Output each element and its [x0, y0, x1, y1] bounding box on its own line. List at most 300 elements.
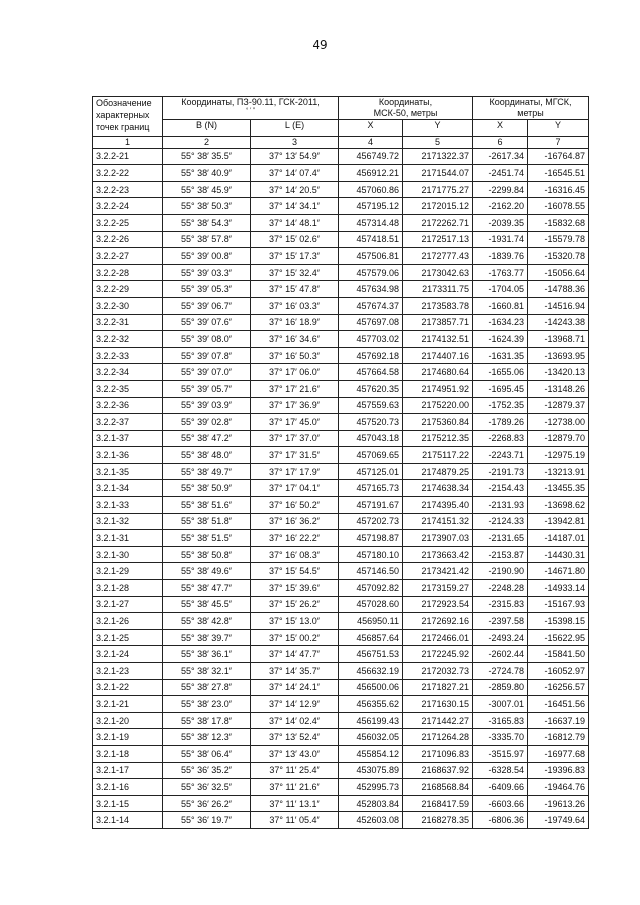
longitude-cell: 37° 15′ 00.2″ [251, 629, 339, 646]
mgsk-y-cell: -12975.19 [528, 447, 589, 464]
point-id-cell: 3.2.1-31 [93, 530, 163, 547]
longitude-cell: 37° 14′ 02.4″ [251, 712, 339, 729]
longitude-cell: 37° 14′ 07.4″ [251, 165, 339, 182]
msk-x-cell: 452803.84 [339, 795, 403, 812]
point-id-cell: 3.2.2-33 [93, 347, 163, 364]
point-id-cell: 3.2.2-34 [93, 364, 163, 381]
msk-y-cell: 2173583.78 [403, 297, 473, 314]
mgsk-x-cell: -2248.28 [473, 580, 528, 597]
mgsk-y-cell: -14933.14 [528, 580, 589, 597]
msk-y-cell: 2174151.32 [403, 513, 473, 530]
longitude-cell: 37° 14′ 20.5″ [251, 181, 339, 198]
latitude-cell: 55° 39′ 03.9″ [163, 397, 251, 414]
table-row [93, 497, 589, 514]
mgsk-x-cell: -1839.76 [473, 248, 528, 265]
mgsk-y-cell: -13213.91 [528, 463, 589, 480]
longitude-cell: 37° 14′ 24.1″ [251, 679, 339, 696]
mgsk-x-cell: -2153.87 [473, 546, 528, 563]
msk-y-cell: 2168278.35 [403, 812, 473, 829]
latitude-cell: 55° 39′ 00.8″ [163, 248, 251, 265]
point-id-cell: 3.2.2-28 [93, 264, 163, 281]
mgsk-y-cell: -16078.55 [528, 198, 589, 215]
point-id-cell: 3.2.1-35 [93, 463, 163, 480]
header-point-designation: Обозначение характерных точек границ [93, 97, 163, 137]
msk-y-cell: 2171096.83 [403, 745, 473, 762]
table-row [93, 364, 589, 381]
mgsk-y-cell: -15579.78 [528, 231, 589, 248]
mgsk-y-cell: -16316.45 [528, 181, 589, 198]
msk-x-cell: 456857.64 [339, 629, 403, 646]
msk-y-cell: 2174951.92 [403, 380, 473, 397]
table-row [93, 712, 589, 729]
msk-y-cell: 2174395.40 [403, 497, 473, 514]
msk-x-cell: 457165.73 [339, 480, 403, 497]
msk-y-cell: 2175117.22 [403, 447, 473, 464]
longitude-cell: 37° 16′ 08.3″ [251, 546, 339, 563]
header-mgsk-coordinates: Координаты, МГСК, метры [473, 97, 589, 120]
table-row [93, 629, 589, 646]
latitude-cell: 55° 38′ 50.9″ [163, 480, 251, 497]
point-id-cell: 3.2.1-19 [93, 729, 163, 746]
msk-x-cell: 457579.06 [339, 264, 403, 281]
msk-x-cell: 457060.86 [339, 181, 403, 198]
mgsk-x-cell: -2724.78 [473, 663, 528, 680]
msk-y-cell: 2171322.37 [403, 148, 473, 165]
msk-x-cell: 457043.18 [339, 430, 403, 447]
msk-y-cell: 2175212.35 [403, 430, 473, 447]
table-row [93, 198, 589, 215]
mgsk-y-cell: -15167.93 [528, 596, 589, 613]
mgsk-x-cell: -2859.80 [473, 679, 528, 696]
point-id-cell: 3.2.1-30 [93, 546, 163, 563]
msk-y-cell: 2175220.00 [403, 397, 473, 414]
table-row [93, 447, 589, 464]
table-row [93, 513, 589, 530]
point-id-cell: 3.2.1-32 [93, 513, 163, 530]
mgsk-x-cell: -2268.83 [473, 430, 528, 447]
table-row [93, 414, 589, 431]
table-row [93, 679, 589, 696]
point-id-cell: 3.2.2-21 [93, 148, 163, 165]
msk-y-cell: 2172692.16 [403, 613, 473, 630]
longitude-cell: 37° 17′ 04.1″ [251, 480, 339, 497]
mgsk-x-cell: -6603.66 [473, 795, 528, 812]
column-number: 4 [339, 136, 403, 148]
longitude-cell: 37° 16′ 18.9″ [251, 314, 339, 331]
mgsk-y-cell: -13698.62 [528, 497, 589, 514]
longitude-cell: 37° 17′ 06.0″ [251, 364, 339, 381]
longitude-cell: 37° 13′ 54.9″ [251, 148, 339, 165]
msk-y-cell: 2173311.75 [403, 281, 473, 298]
msk-y-cell: 2172466.01 [403, 629, 473, 646]
point-id-cell: 3.2.1-37 [93, 430, 163, 447]
msk-y-cell: 2168637.92 [403, 762, 473, 779]
latitude-cell: 55° 38′ 49.7″ [163, 463, 251, 480]
table-row [93, 264, 589, 281]
point-id-cell: 3.2.1-34 [93, 480, 163, 497]
table-row [93, 331, 589, 348]
latitude-cell: 55° 38′ 49.6″ [163, 563, 251, 580]
msk-y-cell: 2168417.59 [403, 795, 473, 812]
latitude-cell: 55° 36′ 32.5″ [163, 779, 251, 796]
msk-y-cell: 2174407.16 [403, 347, 473, 364]
longitude-cell: 37° 15′ 17.3″ [251, 248, 339, 265]
mgsk-x-cell: -2315.83 [473, 596, 528, 613]
point-id-cell: 3.2.1-18 [93, 745, 163, 762]
coordinates-table [92, 96, 589, 829]
mgsk-x-cell: -1624.39 [473, 331, 528, 348]
msk-y-cell: 2173159.27 [403, 580, 473, 597]
mgsk-x-cell: -3165.83 [473, 712, 528, 729]
msk-y-cell: 2171442.27 [403, 712, 473, 729]
longitude-cell: 37° 16′ 34.6″ [251, 331, 339, 348]
point-id-cell: 3.2.2-29 [93, 281, 163, 298]
msk-y-cell: 2173042.63 [403, 264, 473, 281]
mgsk-x-cell: -6328.54 [473, 762, 528, 779]
mgsk-y-cell: -13942.81 [528, 513, 589, 530]
mgsk-x-cell: -2162.20 [473, 198, 528, 215]
column-number: 7 [528, 136, 589, 148]
mgsk-x-cell: -2451.74 [473, 165, 528, 182]
table-row [93, 646, 589, 663]
point-id-cell: 3.2.2-37 [93, 414, 163, 431]
mgsk-y-cell: -12879.37 [528, 397, 589, 414]
mgsk-x-cell: -1634.23 [473, 314, 528, 331]
mgsk-x-cell: -6806.36 [473, 812, 528, 829]
mgsk-y-cell: -14430.31 [528, 546, 589, 563]
table-row [93, 563, 589, 580]
mgsk-y-cell: -15622.95 [528, 629, 589, 646]
table-row [93, 463, 589, 480]
mgsk-y-cell: -12738.00 [528, 414, 589, 431]
latitude-cell: 55° 38′ 45.9″ [163, 181, 251, 198]
msk-y-cell: 2171630.15 [403, 696, 473, 713]
point-id-cell: 3.2.1-21 [93, 696, 163, 713]
mgsk-y-cell: -14516.94 [528, 297, 589, 314]
msk-x-cell: 457506.81 [339, 248, 403, 265]
header-l: L (E) [251, 120, 339, 137]
longitude-cell: 37° 17′ 45.0″ [251, 414, 339, 431]
msk-x-cell: 457697.08 [339, 314, 403, 331]
msk-x-cell: 457620.35 [339, 380, 403, 397]
msk-y-cell: 2172015.12 [403, 198, 473, 215]
table-row [93, 779, 589, 796]
longitude-cell: 37° 16′ 50.3″ [251, 347, 339, 364]
point-id-cell: 3.2.2-23 [93, 181, 163, 198]
mgsk-x-cell: -2493.24 [473, 629, 528, 646]
table-row [93, 231, 589, 248]
msk-x-cell: 457202.73 [339, 513, 403, 530]
mgsk-y-cell: -13455.35 [528, 480, 589, 497]
msk-y-cell: 2172517.13 [403, 231, 473, 248]
msk-x-cell: 457692.18 [339, 347, 403, 364]
msk-x-cell: 456500.06 [339, 679, 403, 696]
latitude-cell: 55° 38′ 47.7″ [163, 580, 251, 597]
mgsk-y-cell: -16637.19 [528, 712, 589, 729]
msk-x-cell: 456751.53 [339, 646, 403, 663]
mgsk-y-cell: -13420.13 [528, 364, 589, 381]
longitude-cell: 37° 14′ 35.7″ [251, 663, 339, 680]
msk-y-cell: 2172923.54 [403, 596, 473, 613]
mgsk-x-cell: -2039.35 [473, 214, 528, 231]
mgsk-y-cell: -19464.76 [528, 779, 589, 796]
msk-y-cell: 2174680.64 [403, 364, 473, 381]
msk-x-cell: 456355.62 [339, 696, 403, 713]
table-row [93, 148, 589, 165]
mgsk-y-cell: -16812.79 [528, 729, 589, 746]
header-y-msk: Y [403, 120, 473, 137]
table-row [93, 696, 589, 713]
table-row [93, 314, 589, 331]
longitude-cell: 37° 11′ 25.4″ [251, 762, 339, 779]
mgsk-y-cell: -16545.51 [528, 165, 589, 182]
latitude-cell: 55° 39′ 02.8″ [163, 414, 251, 431]
longitude-cell: 37° 15′ 39.6″ [251, 580, 339, 597]
table-row [93, 663, 589, 680]
mgsk-x-cell: -1704.05 [473, 281, 528, 298]
latitude-cell: 55° 38′ 27.8″ [163, 679, 251, 696]
table-row [93, 613, 589, 630]
msk-x-cell: 456032.05 [339, 729, 403, 746]
mgsk-y-cell: -16256.57 [528, 679, 589, 696]
mgsk-x-cell: -2617.34 [473, 148, 528, 165]
mgsk-x-cell: -1931.74 [473, 231, 528, 248]
table-row [93, 596, 589, 613]
latitude-cell: 55° 38′ 23.0″ [163, 696, 251, 713]
latitude-cell: 55° 39′ 03.3″ [163, 264, 251, 281]
table-row [93, 248, 589, 265]
latitude-cell: 55° 36′ 19.7″ [163, 812, 251, 829]
msk-x-cell: 456950.11 [339, 613, 403, 630]
latitude-cell: 55° 38′ 35.5″ [163, 148, 251, 165]
mgsk-x-cell: -1763.77 [473, 264, 528, 281]
latitude-cell: 55° 38′ 51.6″ [163, 497, 251, 514]
point-id-cell: 3.2.2-31 [93, 314, 163, 331]
latitude-cell: 55° 38′ 48.0″ [163, 447, 251, 464]
mgsk-x-cell: -2243.71 [473, 447, 528, 464]
mgsk-x-cell: -1752.35 [473, 397, 528, 414]
point-id-cell: 3.2.2-36 [93, 397, 163, 414]
longitude-cell: 37° 15′ 54.5″ [251, 563, 339, 580]
msk-x-cell: 457125.01 [339, 463, 403, 480]
msk-x-cell: 457520.73 [339, 414, 403, 431]
latitude-cell: 55° 38′ 47.2″ [163, 430, 251, 447]
point-id-cell: 3.2.1-28 [93, 580, 163, 597]
mgsk-y-cell: -14187.01 [528, 530, 589, 547]
header-pz-coordinates [163, 97, 339, 120]
msk-y-cell: 2171827.21 [403, 679, 473, 696]
mgsk-x-cell: -1660.81 [473, 297, 528, 314]
latitude-cell: 55° 39′ 05.7″ [163, 380, 251, 397]
mgsk-y-cell: -14788.36 [528, 281, 589, 298]
mgsk-y-cell: -16764.87 [528, 148, 589, 165]
msk-x-cell: 457559.63 [339, 397, 403, 414]
point-id-cell: 3.2.1-24 [93, 646, 163, 663]
table-row [93, 397, 589, 414]
mgsk-x-cell: -2131.65 [473, 530, 528, 547]
header-msk-coordinates: Координаты, МСК-50, метры [339, 97, 473, 120]
mgsk-x-cell: -2124.33 [473, 513, 528, 530]
longitude-cell: 37° 17′ 37.0″ [251, 430, 339, 447]
longitude-cell: 37° 11′ 05.4″ [251, 812, 339, 829]
table-header [93, 97, 589, 149]
header-b: B (N) [163, 120, 251, 137]
msk-x-cell: 457198.87 [339, 530, 403, 547]
mgsk-x-cell: -1695.45 [473, 380, 528, 397]
table-row [93, 380, 589, 397]
msk-y-cell: 2171544.07 [403, 165, 473, 182]
page-number: 49 [312, 38, 328, 52]
msk-x-cell: 457028.60 [339, 596, 403, 613]
mgsk-y-cell: -15832.68 [528, 214, 589, 231]
msk-x-cell: 457180.10 [339, 546, 403, 563]
point-id-cell: 3.2.2-30 [93, 297, 163, 314]
mgsk-x-cell: -1631.35 [473, 347, 528, 364]
msk-y-cell: 2173663.42 [403, 546, 473, 563]
table-row [93, 762, 589, 779]
longitude-cell: 37° 17′ 17.9″ [251, 463, 339, 480]
latitude-cell: 55° 38′ 45.5″ [163, 596, 251, 613]
longitude-cell: 37° 11′ 21.6″ [251, 779, 339, 796]
column-number-row [93, 136, 589, 148]
msk-x-cell: 457634.98 [339, 281, 403, 298]
mgsk-y-cell: -15056.64 [528, 264, 589, 281]
latitude-cell: 55° 38′ 51.5″ [163, 530, 251, 547]
longitude-cell: 37° 15′ 02.6″ [251, 231, 339, 248]
mgsk-y-cell: -19396.83 [528, 762, 589, 779]
header-row-sub [93, 120, 589, 137]
latitude-cell: 55° 39′ 07.8″ [163, 347, 251, 364]
msk-y-cell: 2168568.84 [403, 779, 473, 796]
msk-x-cell: 456912.21 [339, 165, 403, 182]
header-y-mgsk: Y [528, 120, 589, 137]
msk-y-cell: 2172777.43 [403, 248, 473, 265]
mgsk-x-cell: -2154.43 [473, 480, 528, 497]
latitude-cell: 55° 36′ 35.2″ [163, 762, 251, 779]
longitude-cell: 37° 14′ 34.1″ [251, 198, 339, 215]
table-row [93, 580, 589, 597]
point-id-cell: 3.2.2-24 [93, 198, 163, 215]
point-id-cell: 3.2.2-27 [93, 248, 163, 265]
table-row [93, 729, 589, 746]
longitude-cell: 37° 13′ 52.4″ [251, 729, 339, 746]
longitude-cell: 37° 13′ 43.0″ [251, 745, 339, 762]
longitude-cell: 37° 15′ 13.0″ [251, 613, 339, 630]
column-number: 2 [163, 136, 251, 148]
msk-x-cell: 457191.67 [339, 497, 403, 514]
point-id-cell: 3.2.1-22 [93, 679, 163, 696]
msk-x-cell: 456632.19 [339, 663, 403, 680]
mgsk-y-cell: -16052.97 [528, 663, 589, 680]
point-id-cell: 3.2.2-32 [93, 331, 163, 348]
mgsk-x-cell: -2190.90 [473, 563, 528, 580]
latitude-cell: 55° 39′ 06.7″ [163, 297, 251, 314]
msk-y-cell: 2173907.03 [403, 530, 473, 547]
point-id-cell: 3.2.1-33 [93, 497, 163, 514]
longitude-cell: 37° 15′ 26.2″ [251, 596, 339, 613]
longitude-cell: 37° 14′ 48.1″ [251, 214, 339, 231]
longitude-cell: 37° 17′ 36.9″ [251, 397, 339, 414]
table-row [93, 480, 589, 497]
longitude-cell: 37° 15′ 32.4″ [251, 264, 339, 281]
table-row [93, 181, 589, 198]
table-row [93, 214, 589, 231]
mgsk-y-cell: -13148.26 [528, 380, 589, 397]
table-row [93, 745, 589, 762]
table-row [93, 546, 589, 563]
mgsk-x-cell: -2397.58 [473, 613, 528, 630]
mgsk-x-cell: -2602.44 [473, 646, 528, 663]
mgsk-y-cell: -13968.71 [528, 331, 589, 348]
latitude-cell: 55° 38′ 17.8″ [163, 712, 251, 729]
latitude-cell: 55° 38′ 06.4″ [163, 745, 251, 762]
column-number: 6 [473, 136, 528, 148]
msk-x-cell: 457195.12 [339, 198, 403, 215]
latitude-cell: 55° 36′ 26.2″ [163, 795, 251, 812]
header-pz-title: Координаты, ПЗ-90.11, ГСК-2011, [181, 97, 320, 107]
msk-y-cell: 2172245.92 [403, 646, 473, 663]
header-pz-units: ° ′ ″ [246, 108, 255, 114]
msk-y-cell: 2173421.42 [403, 563, 473, 580]
table-row [93, 530, 589, 547]
msk-y-cell: 2174638.34 [403, 480, 473, 497]
latitude-cell: 55° 38′ 42.8″ [163, 613, 251, 630]
msk-y-cell: 2171264.28 [403, 729, 473, 746]
mgsk-y-cell: -19749.64 [528, 812, 589, 829]
point-id-cell: 3.2.1-36 [93, 447, 163, 464]
latitude-cell: 55° 38′ 57.8″ [163, 231, 251, 248]
msk-x-cell: 455854.12 [339, 745, 403, 762]
msk-x-cell: 457069.65 [339, 447, 403, 464]
column-number: 3 [251, 136, 339, 148]
msk-x-cell: 457418.51 [339, 231, 403, 248]
point-id-cell: 3.2.1-20 [93, 712, 163, 729]
msk-x-cell: 457314.48 [339, 214, 403, 231]
latitude-cell: 55° 38′ 54.3″ [163, 214, 251, 231]
mgsk-y-cell: -16977.68 [528, 745, 589, 762]
mgsk-x-cell: -2299.84 [473, 181, 528, 198]
msk-y-cell: 2172032.73 [403, 663, 473, 680]
latitude-cell: 55° 38′ 32.1″ [163, 663, 251, 680]
table-row [93, 297, 589, 314]
column-number: 5 [403, 136, 473, 148]
latitude-cell: 55° 39′ 07.0″ [163, 364, 251, 381]
mgsk-y-cell: -15398.15 [528, 613, 589, 630]
msk-y-cell: 2174879.25 [403, 463, 473, 480]
msk-x-cell: 452603.08 [339, 812, 403, 829]
point-id-cell: 3.2.1-16 [93, 779, 163, 796]
msk-x-cell: 457674.37 [339, 297, 403, 314]
mgsk-x-cell: -3007.01 [473, 696, 528, 713]
msk-y-cell: 2173857.71 [403, 314, 473, 331]
point-id-cell: 3.2.2-35 [93, 380, 163, 397]
point-id-cell: 3.2.1-25 [93, 629, 163, 646]
latitude-cell: 55° 38′ 50.8″ [163, 546, 251, 563]
column-number: 1 [93, 136, 163, 148]
table-row [93, 281, 589, 298]
msk-x-cell: 457664.58 [339, 364, 403, 381]
longitude-cell: 37° 16′ 22.2″ [251, 530, 339, 547]
longitude-cell: 37° 15′ 47.8″ [251, 281, 339, 298]
mgsk-x-cell: -2131.93 [473, 497, 528, 514]
mgsk-x-cell: -6409.66 [473, 779, 528, 796]
longitude-cell: 37° 16′ 03.3″ [251, 297, 339, 314]
latitude-cell: 55° 38′ 51.8″ [163, 513, 251, 530]
latitude-cell: 55° 38′ 36.1″ [163, 646, 251, 663]
point-id-cell: 3.2.2-26 [93, 231, 163, 248]
latitude-cell: 55° 38′ 40.9″ [163, 165, 251, 182]
point-id-cell: 3.2.2-25 [93, 214, 163, 231]
